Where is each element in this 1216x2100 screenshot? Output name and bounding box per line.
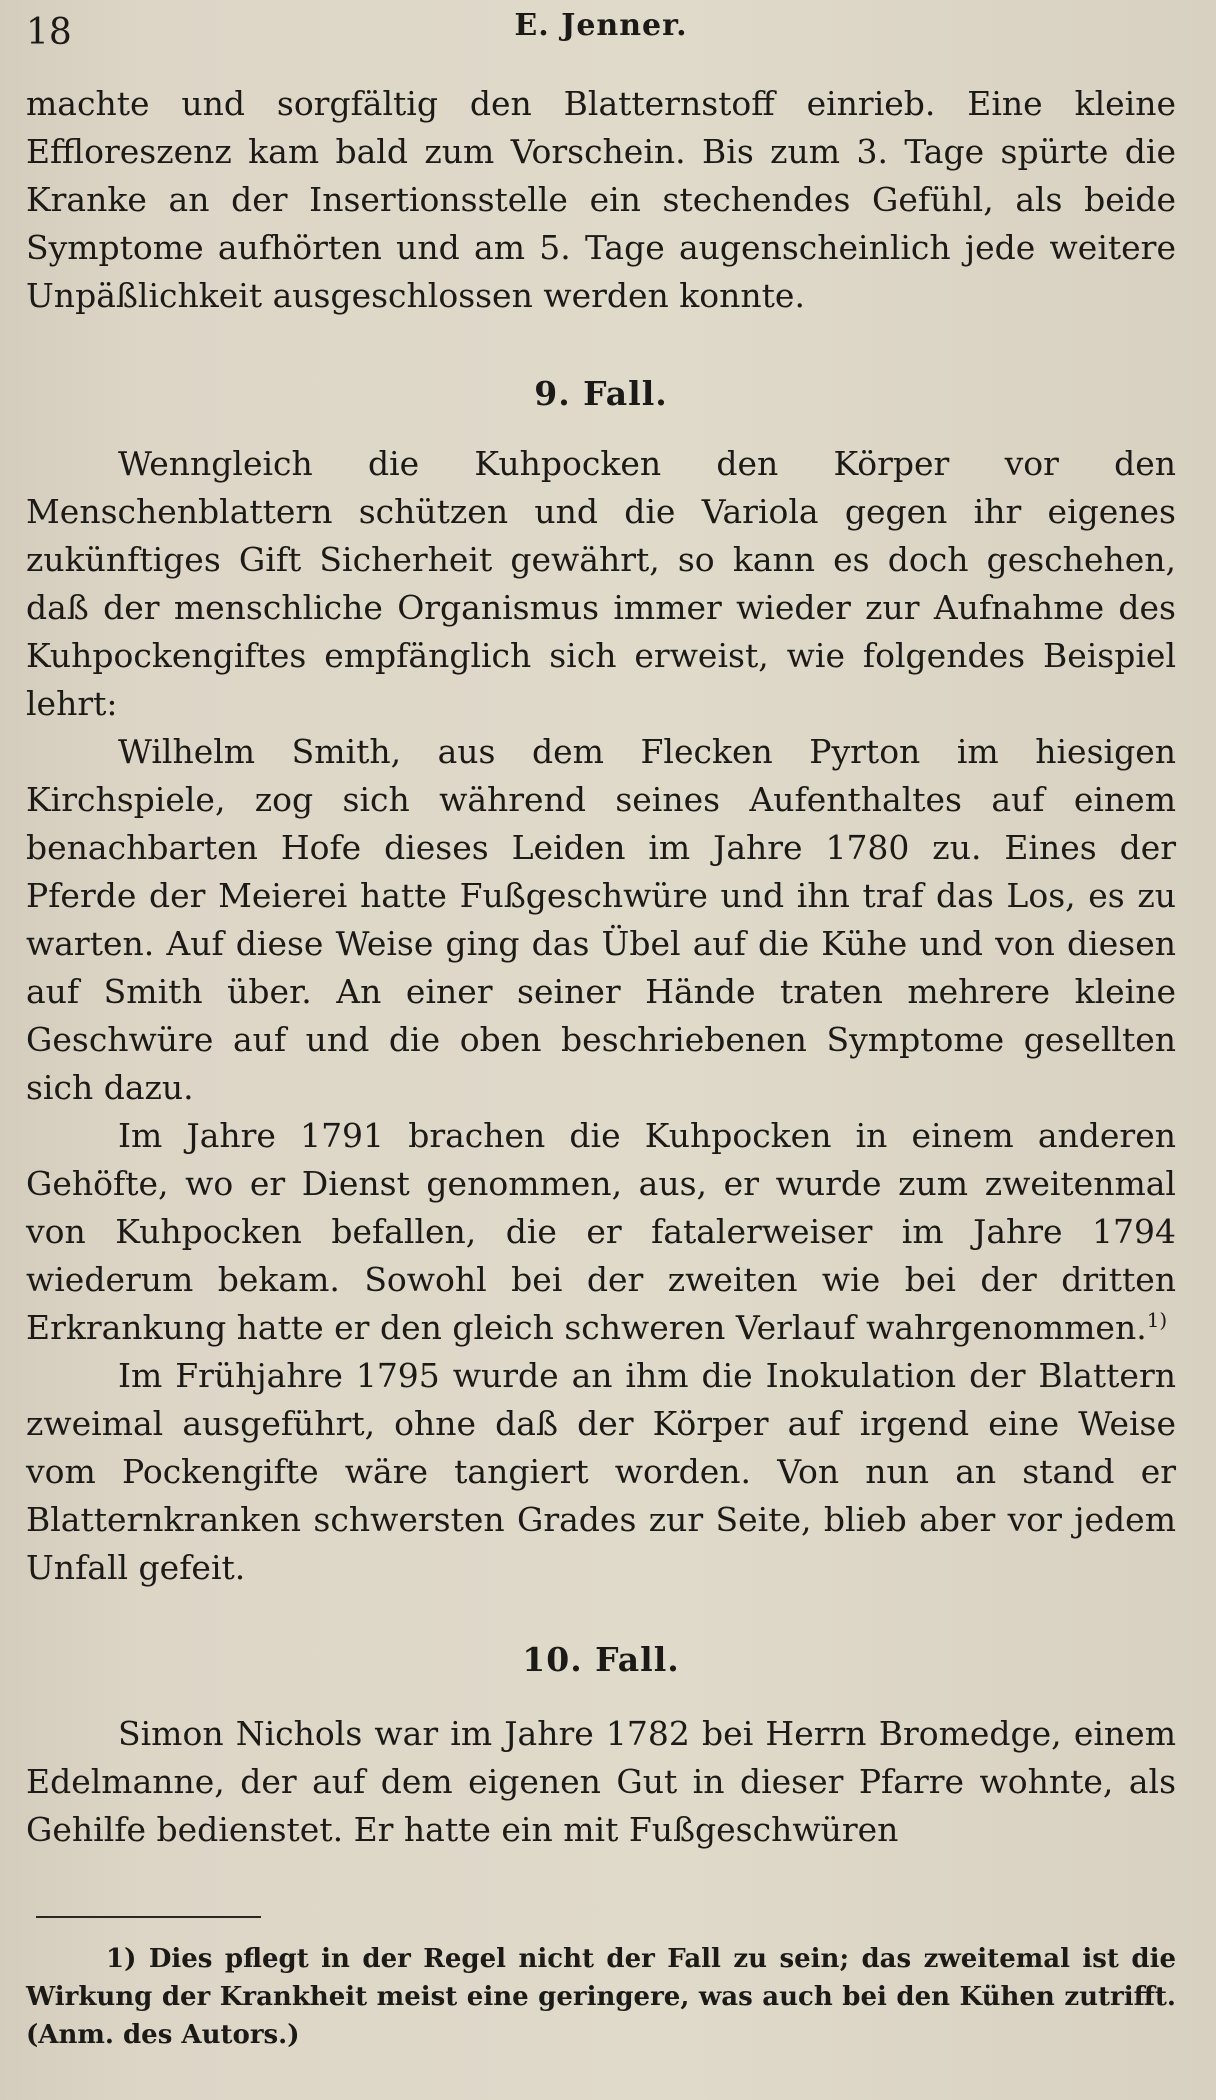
- footnote-text: 1) Dies pflegt in der Regel nicht der Fall zu sein; das zweitemal ist die Wirkung der Krankheit meist eine geringere, was auch bei den Kühen zutrifft. (Anm. des Autors.): [26, 1944, 1176, 2050]
- body-text: [26, 80, 1176, 1854]
- page-header: [26, 8, 1176, 56]
- paragraph-continuation: machte und sorgfältig den Blatternstoff einrieb. Eine kleine Effloreszenz kam bald zum Vorschein. Bis zum 3. Tage spürte die Kranke an der Insertionsstelle ein stechendes Gefühl, als beide Symptome aufhörten und am 5. Tage augenscheinlich jede weitere Unpäßlichkeit ausgeschlossen werden konnte.: [26, 84, 1176, 315]
- paragraph-1791-text: Im Jahre 1791 brachen die Kuhpocken in einem anderen Gehöfte, wo er Dienst genommen, aus, er wurde zum zweitenmal von Kuhpocken befallen, die er fatalerweiser im Jahre 1794 wiederum bekam. Sowohl bei der zweiten wie bei der dritten Erkrankung hatte er den gleich schweren Verlauf wahrgenommen.: [26, 1116, 1176, 1347]
- paragraph-1795: Im Frühjahre 1795 wurde an ihm die Inokulation der Blattern zweimal ausgeführt, ohne daß der Körper auf irgend eine Weise vom Pockengifte wäre tangiert worden. Von nun an stand er Blatternkranken schwersten Grades zur Seite, blieb aber vor jedem Unfall gefeit.: [26, 1356, 1176, 1587]
- page-number: 18: [26, 12, 72, 53]
- paragraph-simon-nichols: Simon Nichols war im Jahre 1782 bei Herrn Bromedge, einem Edelmanne, der auf dem eigenen Gut in dieser Pfarre wohnte, als Gehilfe bedienstet. Er hatte ein mit Fußgeschwüren: [26, 1714, 1176, 1849]
- footnote-area: [26, 1916, 1176, 2054]
- paragraph-wilhelm-smith: Wilhelm Smith, aus dem Flecken Pyrton im hiesigen Kirchspiele, zog sich während seines Aufenthaltes auf einem benachbarten Hofe dieses Leiden im Jahre 1780 zu. Eines der Pferde der Meierei hatte Fußgeschwüre und ihn traf das Los, es zu warten. Auf diese Weise ging das Übel auf die Kühe und von diesen auf Smith über. An einer seiner Hände traten mehrere kleine Geschwüre auf und die oben beschriebenen Symptome gesellten sich dazu.: [26, 732, 1176, 1107]
- footnote-divider: [36, 1916, 261, 1918]
- paragraph-1791: [26, 1112, 1176, 1352]
- footnote-reference: 1): [1146, 1308, 1168, 1332]
- case-heading-10: 10. Fall.: [522, 1640, 680, 1679]
- case-heading-9: 9. Fall.: [534, 374, 668, 413]
- running-head: E. Jenner.: [514, 8, 688, 43]
- paragraph-intro-fall-9: Wenngleich die Kuhpocken den Körper vor den Menschenblattern schützen und die Variola gegen ihr eigenes zukünftiges Gift Sicherheit gewährt, so kann es doch geschehen, daß der menschliche Organismus immer wieder zur Aufnahme des Kuhpockengiftes empfänglich sich erweist, wie folgendes Beispiel lehrt:: [26, 444, 1176, 723]
